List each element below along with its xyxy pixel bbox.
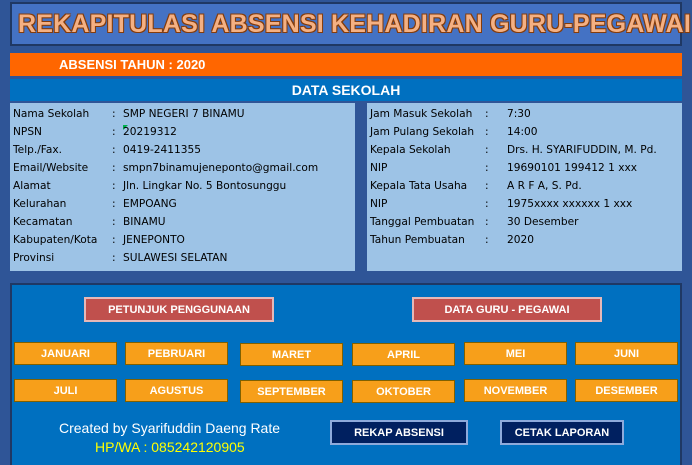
admin-info-panel [367,103,682,271]
info-label: Telp./Fax. [13,144,63,156]
info-label: Alamat [13,180,51,192]
month-button-januari[interactable]: JANUARI [14,342,117,365]
info-label: Tahun Pembuatan [370,234,465,246]
info-value[interactable]: smpn7binamujeneponto@gmail.com [123,162,319,174]
info-colon: : [485,162,489,174]
info-label: Email/Website [13,162,89,174]
month-button-pebruari[interactable]: PEBRUARI [125,342,228,365]
info-label: Kecamatan [13,216,73,228]
info-colon: : [112,198,116,210]
info-colon: : [485,198,489,210]
info-label: NIP [370,162,388,174]
month-button-september[interactable]: SEPTEMBER [240,380,343,403]
info-label: NPSN [13,126,42,138]
info-label: Jam Masuk Sekolah [370,108,473,120]
page-title: REKAPITULASI ABSENSI KEHADIRAN GURU-PEGAWAI [18,9,691,38]
credit-author: Created by Syarifuddin Daeng Rate [59,420,281,436]
month-button-maret[interactable]: MARET [240,343,343,366]
info-value[interactable]: A R F A, S. Pd. [507,180,582,192]
info-value[interactable]: SULAWESI SELATAN [123,252,228,264]
month-button-juni[interactable]: JUNI [575,342,678,365]
info-value[interactable]: Jln. Lingkar No. 5 Bontosunggu [123,180,287,192]
section-title: DATA SEKOLAH [10,79,682,101]
info-row-created-year [367,231,682,249]
school-info-panel [10,103,355,271]
info-colon: : [485,234,489,246]
info-label: Tanggal Pembuatan [370,216,475,228]
year-bar: ABSENSI TAHUN : 2020 [10,53,682,76]
info-value[interactable]: 0419-2411355 [123,144,201,156]
info-row-admin-nip [367,195,682,213]
info-label: Jam Pulang Sekolah [370,126,475,138]
info-row-admin-head [367,177,682,195]
month-button-desember[interactable]: DESEMBER [575,379,678,402]
info-row-kecamatan [10,213,355,231]
info-value[interactable]: EMPOANG [123,198,177,210]
recap-attendance-button[interactable]: REKAP ABSENSI [330,420,468,445]
info-value[interactable]: 2020 [507,234,534,246]
info-value[interactable]: JENEPONTO [123,234,185,246]
staff-data-button[interactable]: DATA GURU - PEGAWAI [412,297,602,322]
month-button-juli[interactable]: JULI [14,379,117,402]
info-label: Kelurahan [13,198,67,210]
month-button-agustus[interactable]: AGUSTUS [125,379,228,402]
info-row-address [10,177,355,195]
info-value[interactable]: 1975xxxx xxxxxx 1 xxx [507,198,633,210]
info-row-email [10,159,355,177]
month-button-april[interactable]: APRIL [352,343,455,366]
info-value[interactable]: 7:30 [507,108,531,120]
info-row-phone [10,141,355,159]
info-colon: : [485,180,489,192]
month-button-oktober[interactable]: OKTOBER [352,380,455,403]
info-colon: : [112,252,116,264]
info-colon: : [112,216,116,228]
info-value[interactable]: Drs. H. SYARIFUDDIN, M. Pd. [507,144,657,156]
info-row-created-date [367,213,682,231]
title-bar [10,2,691,46]
info-row-principal-nip [367,159,682,177]
info-label: Kabupaten/Kota [13,234,98,246]
usage-guide-button[interactable]: PETUNJUK PENGGUNAAN [84,297,274,322]
info-label: NIP [370,198,388,210]
info-value[interactable]: 30 Desember [507,216,579,228]
info-row-start-time [367,105,682,123]
info-colon: : [112,126,116,138]
info-label: Kepala Tata Usaha [370,180,468,192]
info-value[interactable]: SMP NEGERI 7 BINAMU [123,108,245,120]
info-colon: : [485,144,489,156]
info-row-provinsi [10,249,355,267]
info-colon: : [485,126,489,138]
info-colon: : [112,162,116,174]
info-colon: : [112,144,116,156]
info-row-npsn [10,123,355,141]
info-value[interactable]: BINAMU [123,216,166,228]
info-row-principal [367,141,682,159]
print-report-button[interactable]: CETAK LAPORAN [500,420,624,445]
info-row-school-name [10,105,355,123]
credit-phone: HP/WA : 085242120905 [95,439,245,455]
info-colon: : [112,108,116,120]
info-colon: : [112,234,116,246]
month-button-november[interactable]: NOVEMBER [464,379,567,402]
info-row-kabupaten [10,231,355,249]
info-row-kelurahan [10,195,355,213]
info-row-end-time [367,123,682,141]
month-button-mei[interactable]: MEI [464,342,567,365]
info-label: Nama Sekolah [13,108,90,120]
info-value[interactable]: 14:00 [507,126,538,138]
info-colon: : [112,180,116,192]
info-label: Provinsi [13,252,55,264]
info-value[interactable]: 20219312 [123,126,177,138]
info-colon: : [485,108,489,120]
info-label: Kepala Sekolah [370,144,451,156]
info-value[interactable]: 19690101 199412 1 xxx [507,162,638,174]
info-colon: : [485,216,489,228]
